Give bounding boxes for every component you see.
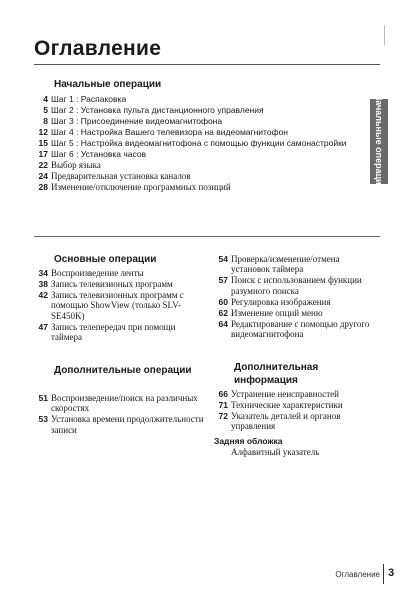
toc-entry-text: Шаг 4 : Настройка Вашего телевизора на видеомагнитофон bbox=[51, 127, 288, 137]
toc-page-number: 53 bbox=[38, 414, 48, 425]
section-title-info: Дополнительная информация bbox=[234, 362, 319, 386]
toc-entry-text: Указатель деталей и органов управления bbox=[231, 411, 341, 432]
side-tab[interactable] bbox=[370, 93, 388, 190]
toc-page-number: 51 bbox=[38, 393, 48, 403]
margin-rule bbox=[384, 25, 385, 45]
toc-entry-text: Регулировка изображения bbox=[231, 296, 331, 307]
toc-entry[interactable] bbox=[34, 414, 204, 435]
toc-page-number: 4 bbox=[43, 94, 48, 104]
toc-page-number: 64 bbox=[218, 318, 228, 329]
toc-entry-text: Шаг 3 : Присоединение видеомагнитофона bbox=[51, 116, 223, 126]
back-cover-label: Задняя обложка bbox=[214, 436, 283, 446]
toc-entry[interactable] bbox=[214, 254, 374, 275]
section-title-basic: Основные операции bbox=[54, 254, 157, 265]
toc-entry-text: Шаг 5 : Настройка видеомагнитофона с помощью функции самонастройки bbox=[51, 138, 347, 148]
toc-entry[interactable] bbox=[34, 149, 368, 159]
section-title-additional: Дополнительные операции bbox=[54, 365, 192, 376]
toc-entry[interactable] bbox=[214, 275, 374, 296]
toc-page-number: 38 bbox=[38, 279, 48, 289]
toc-entry[interactable] bbox=[34, 160, 368, 170]
toc-entry[interactable] bbox=[34, 268, 204, 278]
toc-page-number: 24 bbox=[38, 171, 48, 181]
toc-entry[interactable] bbox=[34, 279, 204, 289]
toc-entry[interactable] bbox=[214, 389, 374, 399]
footer-divider bbox=[383, 564, 384, 584]
toc-entry-text: Воспроизведение/поиск на различных скоростях bbox=[51, 393, 198, 414]
toc-page-number: 47 bbox=[38, 321, 48, 332]
toc-page-number: 62 bbox=[218, 307, 228, 318]
toc-page-number: 34 bbox=[38, 268, 48, 278]
toc-entry-text: Шаг 6 : Установка часов bbox=[51, 149, 147, 159]
toc-entry-text: Изменение/отключение программных позиций bbox=[51, 182, 231, 192]
toc-list-initial bbox=[34, 94, 368, 193]
back-cover-item[interactable]: Алфавитный указатель bbox=[231, 447, 320, 457]
toc-entry-text: Поиск с использованием функции разумного поиска bbox=[231, 275, 362, 296]
toc-entry[interactable] bbox=[34, 127, 368, 137]
toc-page-number: 57 bbox=[218, 275, 228, 286]
toc-page-number: 17 bbox=[38, 149, 48, 159]
toc-page-number: 28 bbox=[38, 182, 48, 192]
page-number: 3 bbox=[388, 567, 395, 579]
toc-entry[interactable] bbox=[34, 322, 204, 343]
toc-entry-text: Предварительная установка каналов bbox=[51, 171, 191, 181]
toc-entry-text: Выбор языка bbox=[51, 160, 101, 170]
toc-page-number: 5 bbox=[43, 105, 48, 115]
toc-list-timer bbox=[214, 254, 374, 340]
toc-entry-text: Проверка/изменение/отмена установок таймера bbox=[231, 254, 340, 275]
toc-entry-text: Установка времени продолжительности записи bbox=[51, 414, 204, 435]
toc-entry-text: Воспроизведение ленты bbox=[51, 268, 144, 278]
toc-entry[interactable] bbox=[34, 105, 368, 115]
side-tab-label: Начальные операции bbox=[374, 93, 384, 190]
toc-entry-text: Запись телепередач при помощи таймера bbox=[51, 321, 176, 343]
toc-entry[interactable] bbox=[34, 393, 204, 414]
toc-page-number: 71 bbox=[218, 400, 228, 410]
toc-page-number: 15 bbox=[38, 138, 48, 148]
toc-page-number: 22 bbox=[38, 160, 48, 170]
toc-entry-text: Устранение неисправностей bbox=[231, 389, 339, 399]
footer-label: Оглавление bbox=[335, 570, 380, 579]
page-title: Оглавление bbox=[34, 37, 162, 60]
toc-entry[interactable] bbox=[34, 138, 368, 148]
toc-entry-text: Редактирование с помощью другого видеомагнитофона bbox=[231, 318, 370, 340]
toc-entry-text: Шаг 2 : Установка пульта дистанционного управления bbox=[51, 105, 264, 115]
toc-entry-text: Технические характеристики bbox=[231, 400, 343, 410]
toc-page-number: 8 bbox=[43, 116, 48, 126]
toc-entry[interactable] bbox=[214, 308, 374, 318]
toc-entry[interactable] bbox=[34, 171, 368, 181]
title-divider bbox=[34, 64, 380, 65]
toc-page-number: 72 bbox=[218, 411, 228, 421]
toc-page-number: 66 bbox=[218, 389, 228, 399]
toc-list-basic bbox=[34, 268, 204, 343]
section-divider bbox=[34, 236, 380, 237]
toc-page-number: 42 bbox=[38, 290, 48, 300]
section-title-initial: Начальные операции bbox=[54, 79, 162, 90]
toc-entry[interactable] bbox=[34, 182, 368, 192]
toc-entry-text: Запись телевизионных программ с помощью ShowView (только SLV-SE450K) bbox=[51, 290, 184, 321]
toc-entry[interactable] bbox=[214, 400, 374, 410]
toc-list-info bbox=[214, 389, 374, 432]
toc-entry[interactable] bbox=[34, 290, 204, 321]
toc-page-number: 60 bbox=[218, 296, 228, 307]
toc-page-number: 12 bbox=[38, 127, 48, 137]
toc-entry[interactable] bbox=[34, 116, 368, 126]
toc-entry-text: Запись телевизионых программ bbox=[51, 279, 173, 289]
toc-page-number: 54 bbox=[218, 254, 228, 264]
toc-entry-text: Шаг 1 : Распаковка bbox=[51, 94, 127, 104]
toc-entry[interactable] bbox=[214, 411, 374, 432]
toc-entry[interactable] bbox=[214, 297, 374, 307]
back-cover-block bbox=[214, 436, 374, 458]
toc-entry-text: Изменение опций меню bbox=[231, 307, 323, 318]
toc-list-additional bbox=[34, 393, 204, 436]
toc-entry[interactable] bbox=[214, 319, 374, 340]
toc-entry[interactable] bbox=[34, 94, 368, 104]
